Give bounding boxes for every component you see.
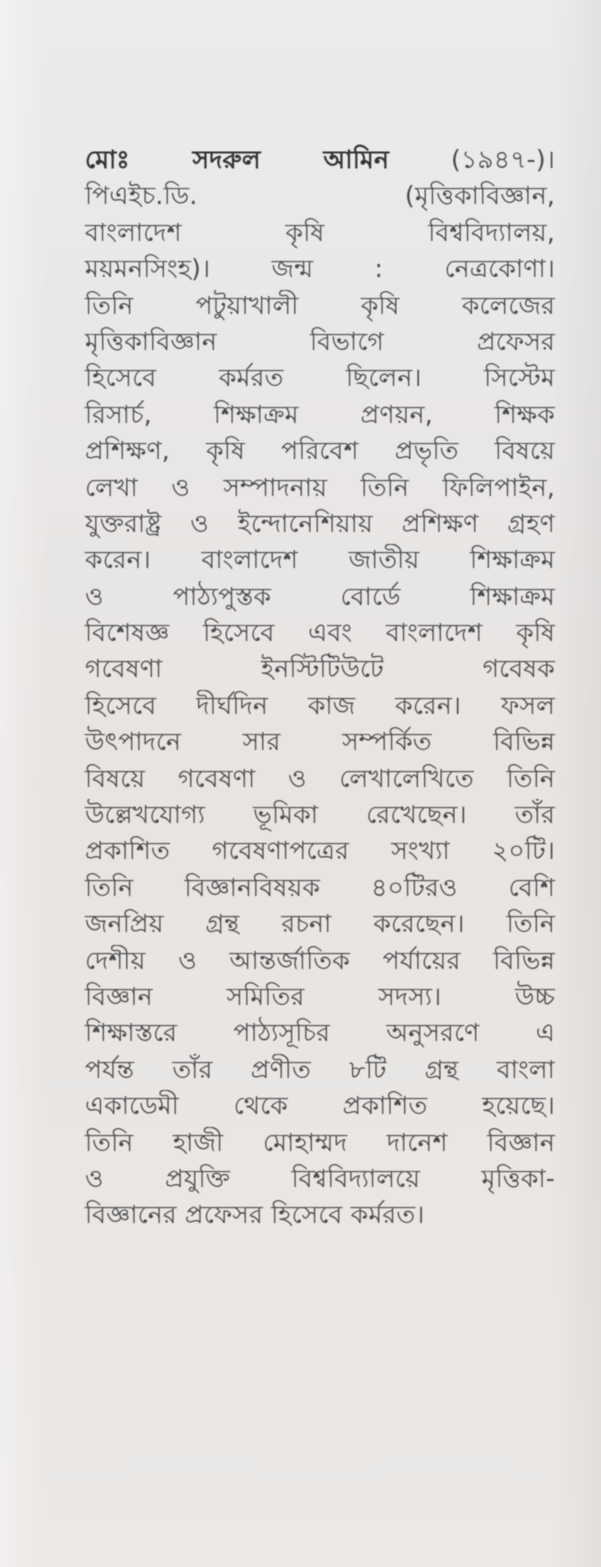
text-line: গবেষণা ইনস্টিটিউটে গবেষক [85,654,555,684]
entry-heading-line [85,142,555,178]
text-line: শিক্ষাস্তরে পাঠ্যসূচির অনুসরণে এ [85,1018,555,1048]
text-line: যুক্তরাষ্ট্র ও ইন্দোনেশিয়ায় প্রশিক্ষণ গ্রহণ [85,508,555,538]
biography-entry [85,142,555,1234]
text-line: বিশেষজ্ঞ হিসেবে এবং বাংলাদেশ কৃষি [85,618,555,648]
text-line: উল্লেখযোগ্য ভূমিকা রেখেছেন। তাঁর [85,800,555,830]
text-line: পর্যন্ত তাঁর প্রণীত ৮টি গ্রন্থ বাংলা [85,1054,555,1084]
text-line: তিনি হাজী মোহাম্মদ দানেশ বিজ্ঞান [85,1127,555,1157]
text-line: একাডেমী থেকে প্রকাশিত হয়েছে। [85,1091,555,1121]
text-line: দেশীয় ও আন্তর্জাতিক পর্যায়ের বিভিন্ন [85,945,555,975]
text-line: বিজ্ঞান সমিতির সদস্য। উচ্চ [85,981,555,1011]
text-line: লেখা ও সম্পাদনায় তিনি ফিলিপাইন, [85,472,555,502]
text-line: পিএইচ.ডি. (মৃত্তিকাবিজ্ঞান, [85,181,555,211]
text-line: প্রশিক্ষণ, কৃষি পরিবেশ প্রভৃতি বিষয়ে [85,436,555,466]
text-line: রিসার্চ, শিক্ষাক্রম প্রণয়ন, শিক্ষক [85,399,555,429]
text-line: জনপ্রিয় গ্রন্থ রচনা করেছেন। তিনি [85,909,555,939]
text-line: উৎপাদনে সার সম্পর্কিত বিভিন্ন [85,727,555,757]
text-line: হিসেবে কর্মরত ছিলেন। সিস্টেম [85,363,555,393]
text-line-last: বিজ্ঞানের প্রফেসর হিসেবে কর্মরত। [85,1200,425,1230]
text-line: মৃত্তিকাবিজ্ঞান বিভাগে প্রফেসর [85,326,555,356]
text-line: ময়মনসিংহ)। জন্ম : নেত্রকোণা। [85,254,555,284]
text-line: প্রকাশিত গবেষণাপত্রের সংখ্যা ২০টি। [85,836,555,866]
text-line: তিনি বিজ্ঞানবিষয়ক ৪০টিরও বেশি [85,872,555,902]
text-line: করেন। বাংলাদেশ জাতীয় শিক্ষাক্রম [85,545,555,575]
text-line: ও পাঠ্যপুস্তক বোর্ডে শিক্ষাক্রম [85,581,555,611]
text-line: বাংলাদেশ কৃষি বিশ্ববিদ্যালয়, [85,217,555,247]
author-name: মোঃ সদরুল আমিন [85,145,390,174]
text-line: বিষয়ে গবেষণা ও লেখালেখিতে তিনি [85,763,555,793]
author-years: (১৯৪৭-)। [451,145,555,174]
text-line: ও প্রযুক্তি বিশ্ববিদ্যালয়ে মৃত্তিকা- [85,1163,555,1193]
text-line: তিনি পটুয়াখালী কৃষি কলেজের [85,290,555,320]
text-line: হিসেবে দীর্ঘদিন কাজ করেন। ফসল [85,690,555,720]
